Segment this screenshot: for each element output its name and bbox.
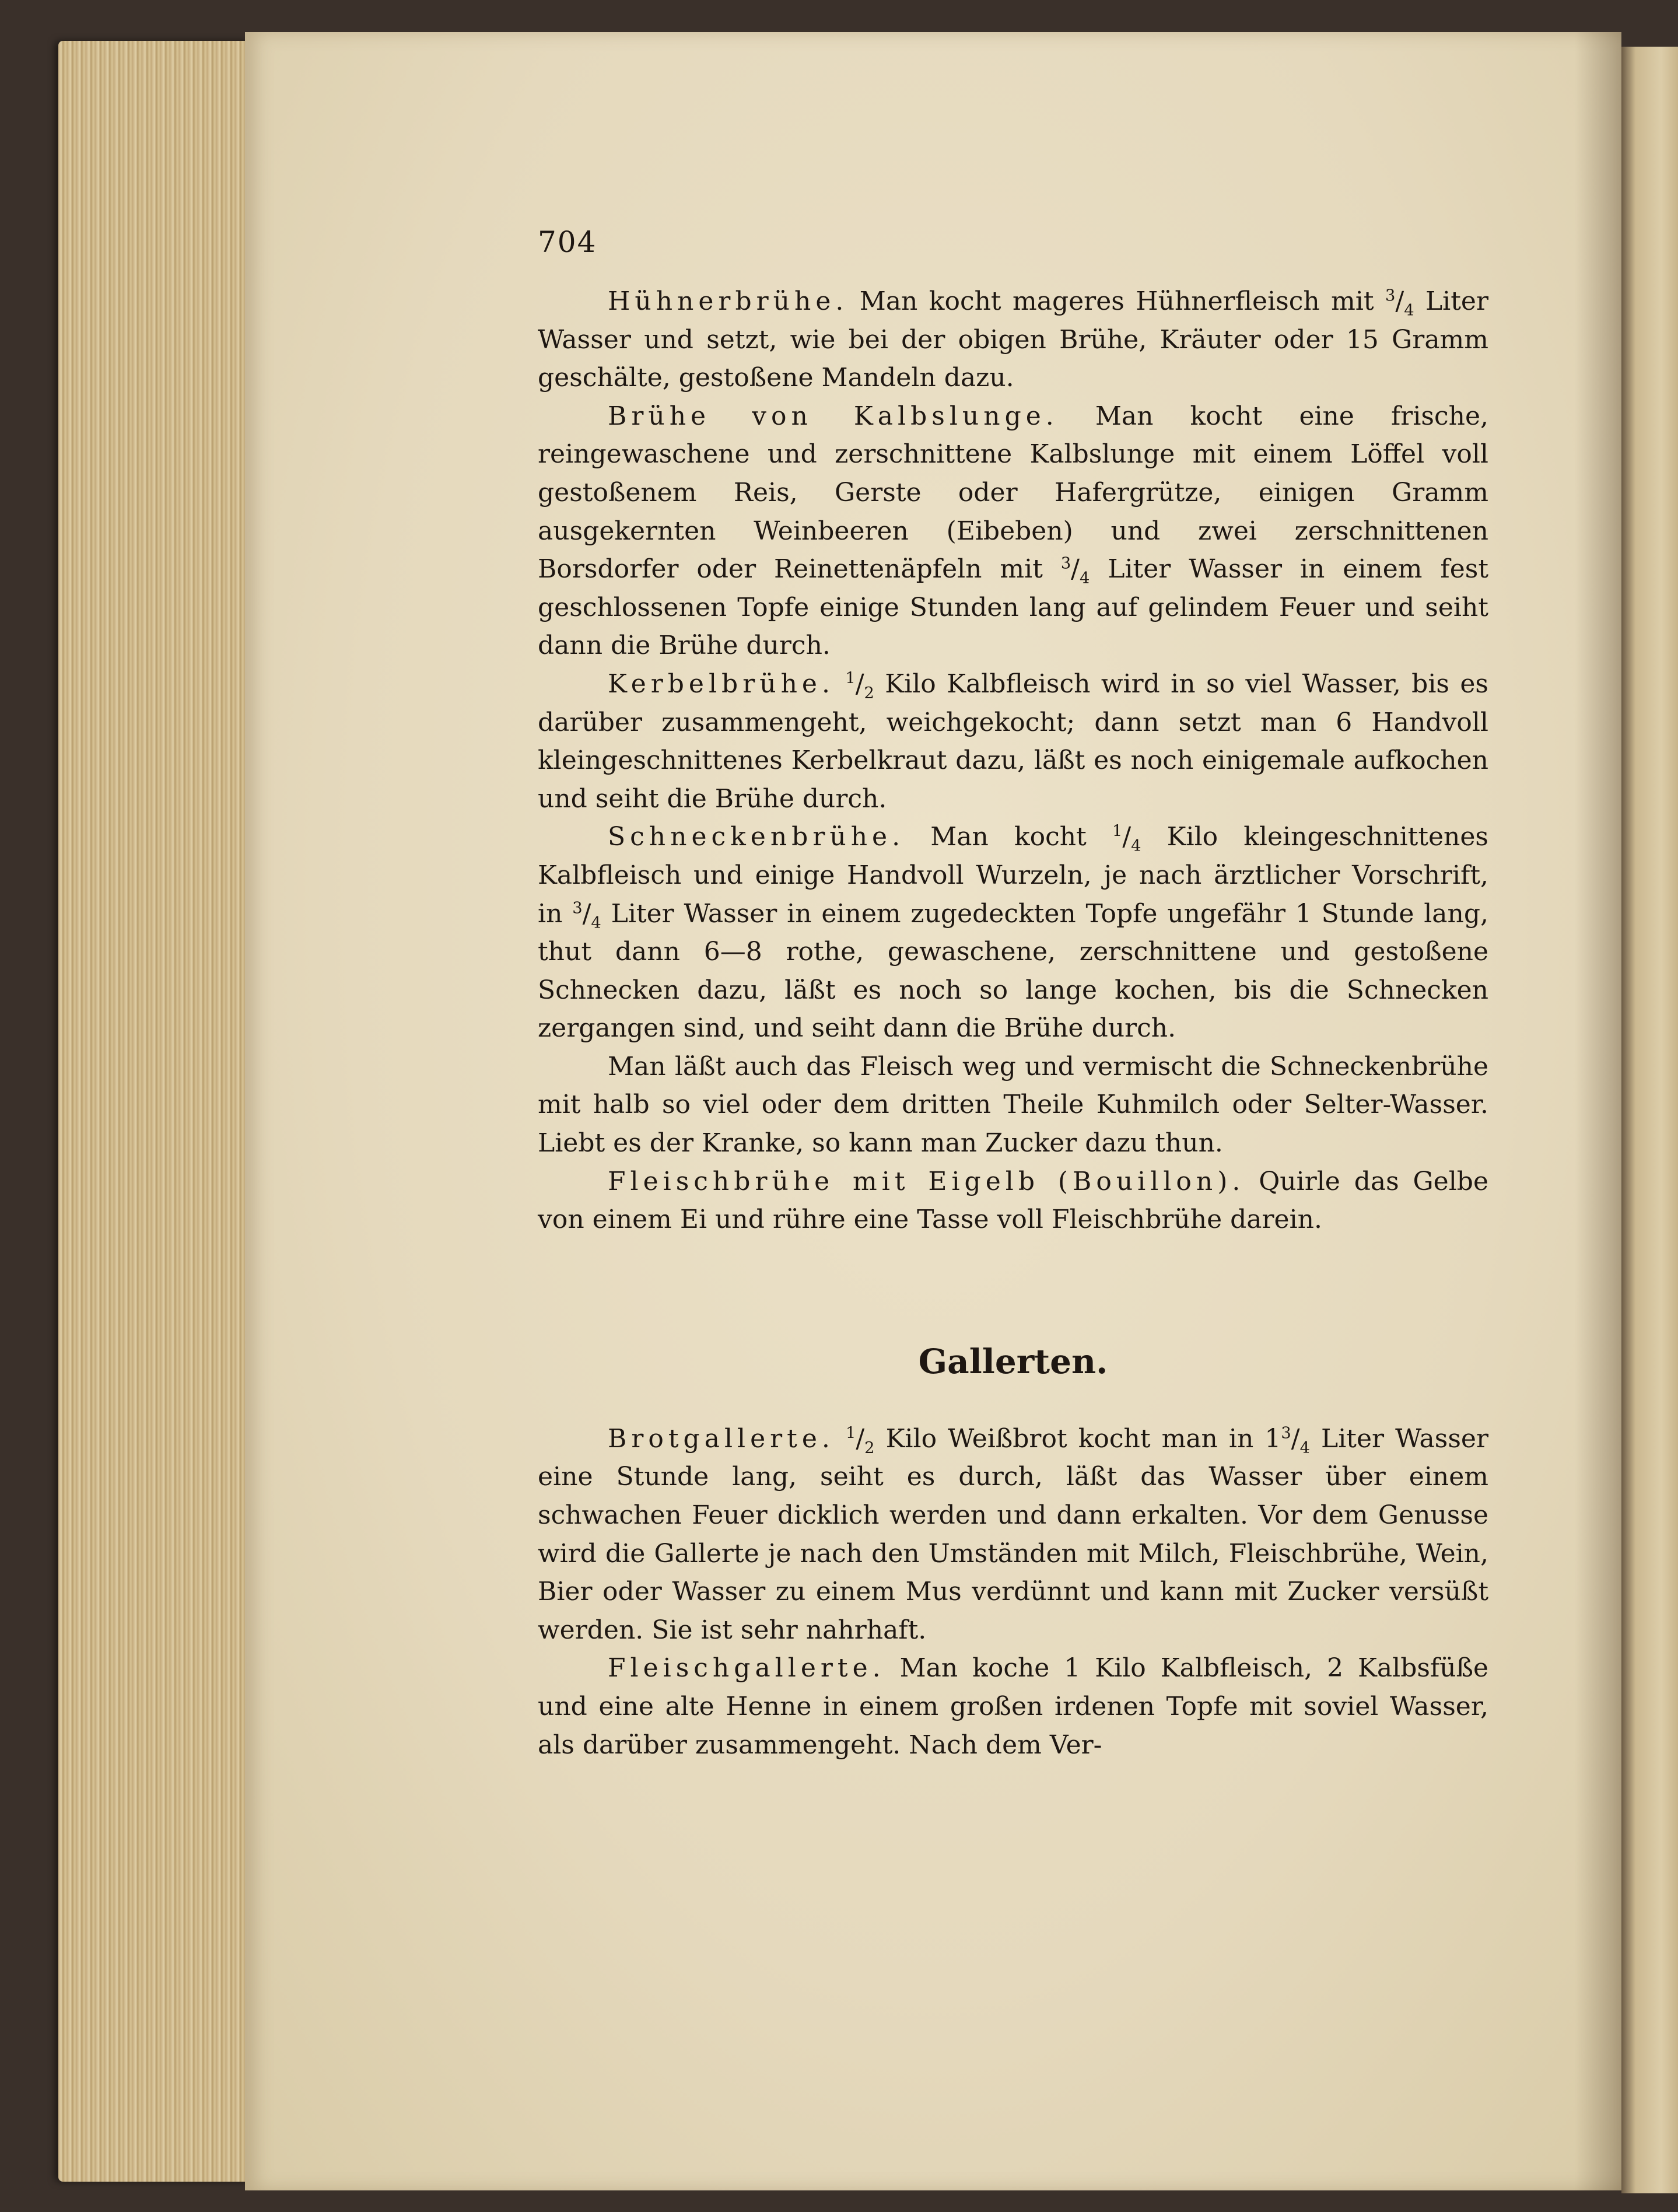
gutter-shadow xyxy=(1575,32,1621,2190)
fraction-numerator: 3 xyxy=(1060,554,1071,573)
fraction-denominator: 4 xyxy=(1404,301,1414,320)
paragraph-text: Man kocht xyxy=(905,822,1112,852)
paragraph-schnecken-variant: Man läßt auch das Fleisch weg und vermischt die Schneckenbrühe mit halb so viel oder dem dritten Theile Kuhmilch oder Selter-Wasser. Liebt es der Kranke, so kann man Zucker dazu thun. xyxy=(538,1051,1488,1158)
fraction-numerator: 1 xyxy=(1112,822,1123,841)
fraction-denominator: 4 xyxy=(1299,1438,1310,1457)
recipe-title: Brühe von Kalbslunge. xyxy=(608,401,1059,431)
fraction-numerator: 3 xyxy=(1385,286,1396,305)
paragraph-text: Liter Wasser und setzt, wie bei der obigen Brühe, Kräuter oder 15 Gramm geschälte, gestoßene Mandeln dazu. xyxy=(538,286,1488,393)
facing-page-edge xyxy=(1621,47,1678,2193)
recipe-title: Schneckenbrühe. xyxy=(608,822,905,852)
paragraph-brotgallerte: Brotgallerte. $^1/_2$ Kilo Weißbrot kocht man in $1^3/_4$ Liter Wasser eine Stunde lang, seiht es durch, läßt das Wasser über einem schwachen Feuer dicklich werden und dann erkalten. Vor dem Genusse wird die Gallerte je nach den Umständen mit Milch, Fleischbrühe, Wein, Bier oder Wasser zu einem Mus verdünnt und kann mit Zucker versüßt werden. Sie ist sehr nahrhaft. xyxy=(538,1423,1488,1645)
page-number: 704 xyxy=(538,225,597,259)
recipe-title: Fleischbrühe mit Eigelb (Bouillon). xyxy=(608,1166,1245,1196)
paragraph-text: Liter Wasser in einem zugedeckten Topfe ungefähr 1 Stunde lang, thut dann 6—8 rothe, gewaschene, zerschnittene und gestoßene Schnecken dazu, läßt es noch so lange kochen, bis die Schnecken zergangen sind, und seiht dann die Brühe durch. xyxy=(538,898,1488,1044)
paragraph-text: Kilo kleingeschnittenes Kalbfleisch und einige Handvoll Wurzeln, je nach ärztlicher Vorschrift, in xyxy=(538,822,1488,929)
paragraph-text: Man koche 1 Kilo Kalbfleisch, 2 Kalbsfüße und eine alte Henne in einem großen irdenen Topfe mit soviel Wasser, als darüber zusammengeht. Nach dem Ver- xyxy=(538,1653,1488,1760)
recipe-title: Brotgallerte. xyxy=(608,1423,835,1454)
page-text xyxy=(538,222,1488,1764)
recipe-title: Hühnerbrühe. xyxy=(608,286,849,316)
fraction-numerator: 3 xyxy=(572,898,583,917)
recipe-title: Fleischgallerte. xyxy=(608,1653,885,1684)
paragraph-text: Quirle das Gelbe von einem Ei und rühre eine Tasse voll Fleischbrühe darein. xyxy=(538,1166,1488,1235)
paragraph-text: Liter Wasser eine Stunde lang, seiht es durch, läßt das Wasser über einem schwachen Feuer dicklich werden und dann erkalten. Vor dem Genusse wird die Gallerte je nach den Umständen mit Milch, Fleischbrühe, Wein, Bier oder Wasser zu einem Mus verdünnt und kann mit Zucker versüßt werden. Sie ist sehr nahrhaft. xyxy=(538,1423,1488,1645)
paragraph-text: Liter Wasser in einem fest geschlossenen Topfe einige Stunden lang auf gelindem Feuer und seiht dann die Brühe durch. xyxy=(538,554,1489,661)
paragraph-kalbslunge: Brühe von Kalbslunge. Man kocht eine frische, reingewaschene und zerschnittene Kalbslunge mit einem Löffel voll gestoßenem Reis, Gerste oder Hafergrütze, einigen Gramm ausgekernten Weinbeeren (Eibeben) und zwei zerschnittenen Borsdorfer oder Reinettenäpfeln mit $^3/_4$ Liter Wasser in einem fest geschlossenen Topfe einige Stunden lang auf gelindem Feuer und seiht dann die Brühe durch. xyxy=(538,401,1489,661)
paragraph-text xyxy=(835,669,845,699)
paragraph-text: Man kocht eine frische, reingewaschene und zerschnittene Kalbslunge mit einem Löffel voll gestoßenem Reis, Gerste oder Hafergrütze, einigen Gramm ausgekernten Weinbeeren (Eibeben) und zwei zerschnittenen Borsdorfer oder Reinettenäpfeln mit xyxy=(538,401,1488,584)
paragraph-text: Man kocht mageres Hühnerfleisch mit xyxy=(848,286,1385,316)
fraction-denominator: 2 xyxy=(864,1438,875,1457)
paragraph-text xyxy=(835,1424,846,1454)
fraction-denominator: 4 xyxy=(1080,569,1090,587)
fraction-numerator: 1 xyxy=(845,669,856,688)
paragraph-huehnerbruehe: Hühnerbrühe. Man kocht mageres Hühnerfleisch mit $^3/_4$ Liter Wasser und setzt, wie bei der obigen Brühe, Kräuter oder 15 Gramm geschälte, gestoßene Mandeln dazu. xyxy=(538,286,1488,393)
fraction-numerator: 3 xyxy=(1281,1424,1291,1443)
recipe-title: Kerbelbrühe. xyxy=(608,668,835,699)
fraction-denominator: 4 xyxy=(591,914,601,932)
paragraph-text: Kilo Kalbfleisch wird in so viel Wasser, bis es darüber zusammengeht, weichgekocht; dann setzt man 6 Handvoll kleingeschnittenes Kerbelkraut dazu, läßt es noch einigemale aufkochen und seiht die Brühe durch. xyxy=(538,668,1488,814)
fraction-numerator: 1 xyxy=(845,1424,856,1443)
paragraph-schneckenbruehe: Schneckenbrühe. Man kocht $^1/_4$ Kilo kleingeschnittenes Kalbfleisch und einige Handvoll Wurzeln, je nach ärztlicher Vorschrift, in $^3/_4$ Liter Wasser in einem zugedeckten Topfe ungefähr 1 Stunde lang, thut dann 6—8 rothe, gewaschene, zerschnittene und gestoßene Schnecken dazu, läßt es noch so lange kochen, bis die Schnecken zergangen sind, und seiht dann die Brühe durch. xyxy=(538,822,1488,1044)
paragraph-fleischgallerte xyxy=(538,1649,1488,1764)
paragraph-kerbelbruehe: Kerbelbrühe. $^1/_2$ Kilo Kalbfleisch wird in so viel Wasser, bis es darüber zusammengeht, weichgekocht; dann setzt man 6 Handvoll kleingeschnittenes Kerbelkraut dazu, läßt es noch einigemale aufkochen und seiht die Brühe durch. xyxy=(538,668,1488,814)
fraction-denominator: 2 xyxy=(864,684,874,702)
paragraph-text: Kilo Weißbrot kocht man in 1 xyxy=(874,1423,1281,1454)
section-heading: Gallerten. xyxy=(918,1341,1108,1381)
paragraph-fleischbruehe-eigelb xyxy=(538,1163,1488,1239)
fraction-denominator: 4 xyxy=(1131,837,1141,856)
page-edges xyxy=(58,41,251,2182)
